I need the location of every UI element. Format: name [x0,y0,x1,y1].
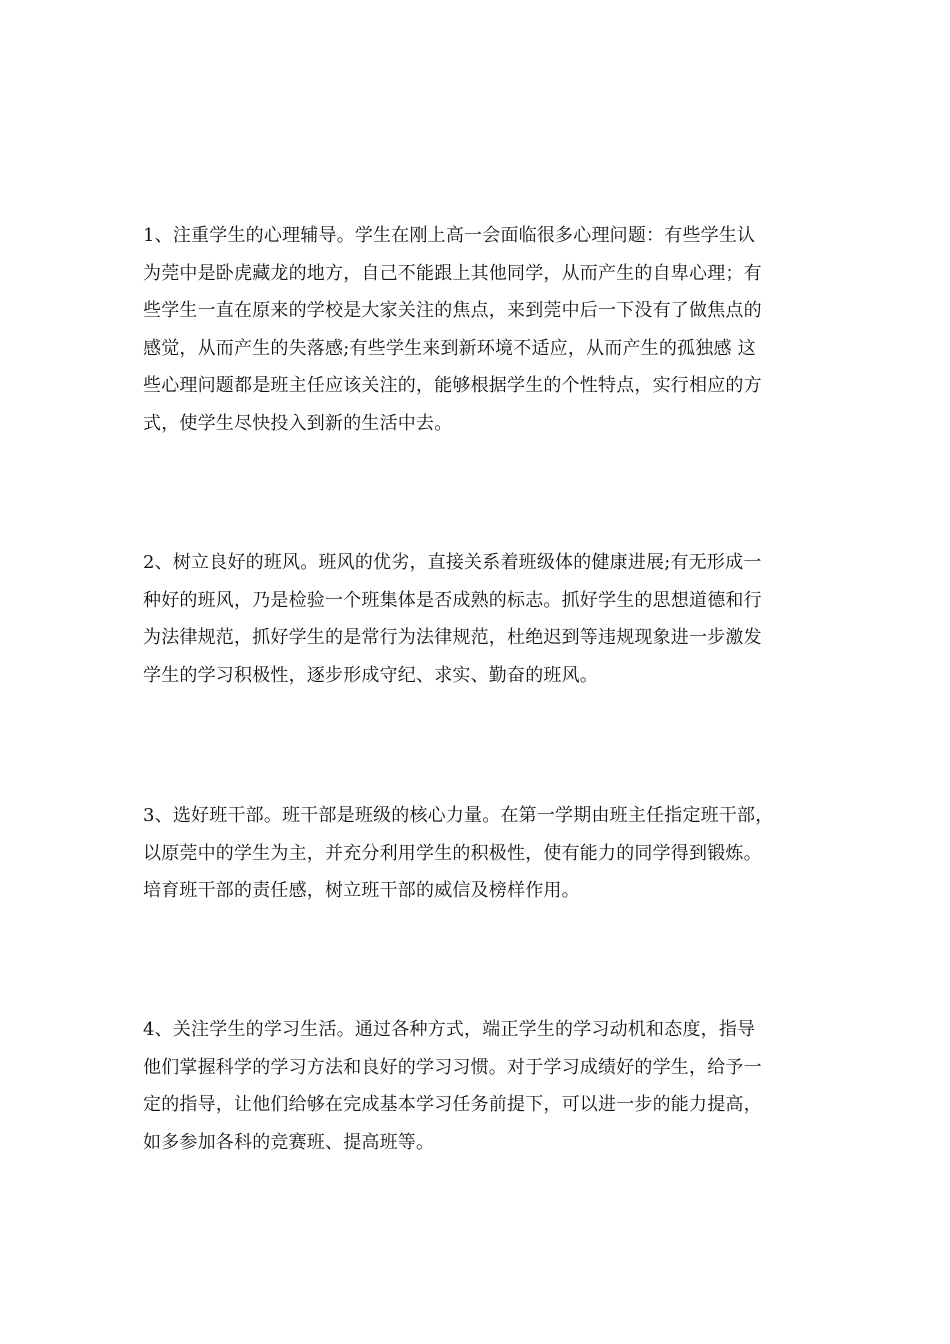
paragraph-3: 3、选好班干部。班干部是班级的核心力量。在第一学期由班主任指定班干部， 以原莞中的学生为主，并充分利用学生的积极性，使有能力的同学得到锻炼。 培育班干部的责任感，树立班干部的威信及榜样作用。 [143,805,774,901]
paragraph-1: 1、注重学生的心理辅导。学生在刚上高一会面临很多心理问题：有些学生认 为莞中是卧虎藏龙的地方，自己不能跟上其他同学，从而产生的自卑心理；有 些学生一直在原来的学校是大家关注的焦点，来到莞中后一下没有了做焦点的 感觉，从而产生的失落感;有些学生来到新环境不适应，从而产生的孤独感 这 些心理问题都是班主任应该关注的，能够根据学生的个性特点，实行相应的方 式，使学生尽快投入到新的生活中去。 [143,225,762,434]
paragraph-4: 4、关注学生的学习生活。通过各种方式，端正学生的学习动机和态度，指导 他们掌握科学的学习方法和良好的学习习惯。对于学习成绩好的学生，给予一 定的指导，让他们给够在完成基本学习任务前提下，可以进一步的能力提高， 如多参加各科的竞赛班、提高班等。 [143,1019,762,1153]
paragraph-2: 2、树立良好的班风。班风的优劣，直接关系着班级体的健康进展;有无形成一 种好的班风，乃是检验一个班集体是否成熟的标志。抓好学生的思想道德和行 为法律规范，抓好学生的是常行为法律规范，杜绝迟到等违规现象进一步激发 学生的学习积极性，逐步形成守纪、求实、勤奋的班风。 [143,552,762,686]
